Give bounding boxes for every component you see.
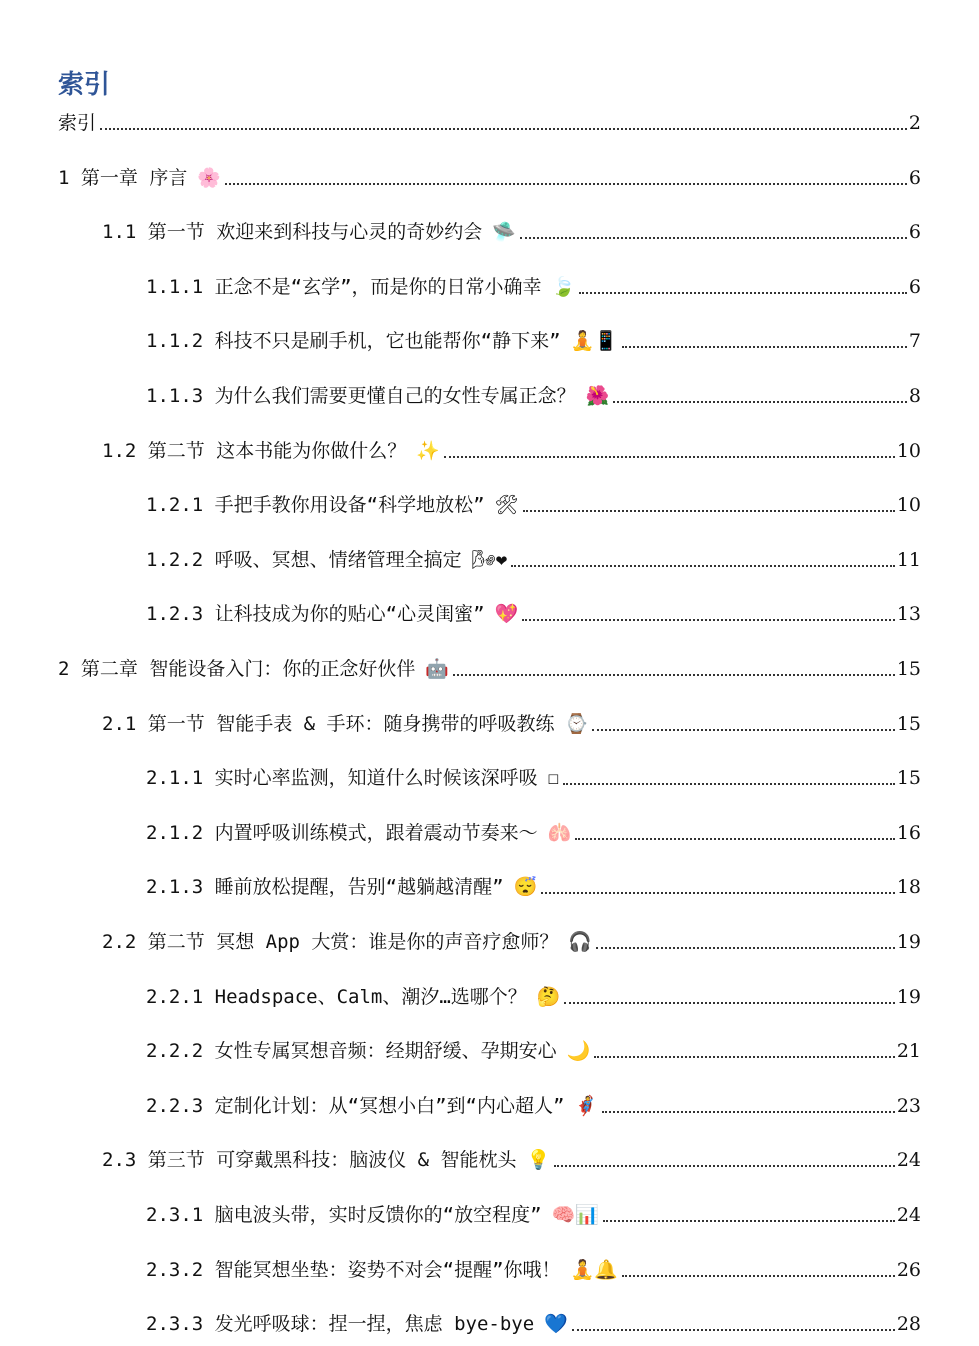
dot-leader: [613, 401, 907, 403]
dot-leader: [453, 674, 895, 676]
dot-leader: [511, 565, 895, 567]
toc-entry[interactable]: [146, 328, 921, 354]
dot-leader: [520, 237, 907, 239]
toc-entry[interactable]: [146, 492, 921, 518]
dot-leader: [603, 1220, 895, 1222]
toc-entry-title: 2.3.2 智能冥想坐垫：姿势不对会“提醒”你哦！: [146, 1259, 561, 1281]
toc-entry-title: 1.1.1 正念不是“玄学”，而是你的日常小确幸: [146, 276, 542, 298]
toc-entry-title: 1.2.3 让科技成为你的贴心“心灵闺蜜”: [146, 603, 485, 625]
toc-entry-emoji-icon: 🧘📱: [570, 330, 618, 352]
toc-entry-emoji-icon: 🛠: [494, 494, 519, 516]
toc-page-number: 16: [896, 822, 921, 844]
toc-entry[interactable]: [146, 765, 921, 791]
dot-leader: [554, 1165, 895, 1167]
toc-entry-title: 2.1.1 实时心率监测，知道什么时候该深呼吸: [146, 767, 538, 789]
toc-entry-emoji-icon: 🛸: [492, 221, 516, 243]
index-heading: 索引: [58, 70, 111, 100]
toc-page-number: 26: [896, 1259, 921, 1281]
toc-entry-emoji-icon: ⌚: [564, 713, 589, 735]
toc-page-number: 15: [896, 767, 921, 789]
toc-entry-title: 1 第一章 序言: [58, 167, 188, 189]
toc-page-number: 21: [896, 1040, 921, 1062]
toc-page-number: 8: [908, 385, 921, 407]
toc-entry-emoji-icon: 🌸: [197, 167, 221, 189]
toc-entry-emoji-icon: 🌙: [566, 1040, 591, 1062]
toc-page-number: 7: [908, 330, 921, 352]
toc-entry-emoji-icon: ☐: [547, 767, 560, 789]
dot-leader: [572, 1329, 895, 1331]
dot-leader: [523, 510, 895, 512]
toc-page-number: 28: [896, 1313, 921, 1335]
toc-page-number: 15: [896, 713, 921, 735]
toc-entry-emoji-icon: 💙: [544, 1313, 568, 1335]
toc-entry-emoji-icon: 💡: [526, 1149, 551, 1171]
toc-entry-title: 2.3.3 发光呼吸球：捏一捏，焦虑 bye-bye: [146, 1313, 535, 1335]
toc-entry-emoji-icon: 🤔: [536, 986, 561, 1008]
toc-page-number: 2: [908, 112, 921, 134]
dot-leader: [602, 1111, 895, 1113]
toc-page-number: 13: [896, 603, 921, 625]
dot-leader: [622, 1275, 895, 1277]
dot-leader: [563, 783, 895, 785]
toc-entry-title: 2.1.3 睡前放松提醒，告别“越躺越清醒”: [146, 876, 504, 898]
toc-page-number: 18: [896, 876, 921, 898]
toc-entry[interactable]: [146, 274, 921, 300]
dot-leader: [564, 1002, 894, 1004]
dot-leader: [225, 183, 907, 185]
toc-entry[interactable]: [58, 110, 921, 136]
toc-entry[interactable]: [58, 165, 921, 191]
toc-page-number: 24: [896, 1204, 921, 1226]
toc-entry-title: 2.1 第一节 智能手表 & 手环：随身携带的呼吸教练: [102, 713, 555, 735]
toc-entry-emoji-icon: 💖: [494, 603, 519, 625]
toc-entry-title: 2.2.2 女性专属冥想音频：经期舒缓、孕期安心: [146, 1040, 557, 1062]
toc-entry[interactable]: [58, 656, 921, 682]
toc-entry-title: 1.1.3 为什么我们需要更懂自己的女性专属正念？: [146, 385, 576, 407]
dot-leader: [541, 892, 895, 894]
toc-entry-title: 1.2.1 手把手教你用设备“科学地放松”: [146, 494, 485, 516]
toc-page-number: 19: [896, 986, 921, 1008]
toc-entry-title: 1.2.2 呼吸、冥想、情绪管理全搞定: [146, 549, 462, 571]
toc-entry-emoji-icon: 🌺: [585, 385, 610, 407]
toc-entry-emoji-icon: 🧘🔔: [570, 1259, 618, 1281]
dot-leader: [444, 456, 895, 458]
toc-page-number: 6: [908, 167, 921, 189]
toc-entry-title: 1.1 第一节 欢迎来到科技与心灵的奇妙约会: [102, 221, 483, 243]
toc-entry[interactable]: [102, 711, 921, 737]
dot-leader: [100, 128, 907, 130]
toc-entry-emoji-icon: 🧠📊: [551, 1204, 599, 1226]
toc-entry[interactable]: [146, 383, 921, 409]
dot-leader: [622, 346, 907, 348]
toc-page-number: 11: [896, 549, 921, 571]
toc-entry-emoji-icon: 🫁: [547, 822, 572, 844]
toc-entry-title: 2.2 第二节 冥想 App 大赏：谁是你的声音疗愈师？: [102, 931, 559, 953]
toc-entry-emoji-icon: 😴: [513, 876, 538, 898]
toc-entry-emoji-icon: 🎧: [568, 931, 593, 953]
toc-entry[interactable]: [146, 547, 921, 573]
toc-entry-emoji-icon: ✨: [416, 440, 440, 462]
toc-entry-title: 2.1.2 内置呼吸训练模式，跟着震动节奏来～: [146, 822, 538, 844]
toc-entry[interactable]: [146, 1311, 921, 1337]
toc-entry[interactable]: [102, 219, 921, 245]
toc-entry-emoji-icon: 🌬❤: [471, 549, 508, 571]
dot-leader: [592, 729, 895, 731]
toc-page-number: 10: [896, 494, 921, 516]
toc-page-number: 19: [896, 931, 921, 953]
toc-entry[interactable]: [102, 1147, 921, 1173]
dot-leader: [579, 292, 907, 294]
toc-entry[interactable]: [102, 929, 921, 955]
dot-leader: [596, 947, 895, 949]
toc-page-number: 23: [896, 1095, 921, 1117]
toc-entry[interactable]: [146, 1093, 921, 1119]
toc-entry-title: 2.2.3 定制化计划：从“冥想小白”到“内心超人”: [146, 1095, 565, 1117]
toc-entry-title: 2.3.1 脑电波头带，实时反馈你的“放空程度”: [146, 1204, 542, 1226]
toc-entry[interactable]: [146, 874, 921, 900]
dot-leader: [575, 838, 895, 840]
toc-entry-emoji-icon: 🍃: [551, 276, 576, 298]
toc-page-number: 24: [896, 1149, 921, 1171]
toc-entry-title: 2.2.1 Headspace、Calm、潮汐…选哪个？: [146, 986, 527, 1008]
toc-entry-emoji-icon: 🤖: [425, 658, 449, 680]
toc-entry-title: 2 第二章 智能设备入门：你的正念好伙伴: [58, 658, 416, 680]
toc-entry[interactable]: [146, 601, 921, 627]
toc-entry[interactable]: [146, 820, 921, 846]
toc-page-number: 6: [908, 221, 921, 243]
toc-entry-title: 2.3 第三节 可穿戴黑科技：脑波仪 & 智能枕头: [102, 1149, 517, 1171]
toc-entry[interactable]: [146, 1038, 921, 1064]
toc-entry-title: 1.2 第二节 这本书能为你做什么？: [102, 440, 407, 462]
toc-entry[interactable]: [146, 1257, 921, 1283]
toc-entry[interactable]: [146, 1202, 921, 1228]
dot-leader: [522, 619, 895, 621]
toc-entry-title: 1.1.2 科技不只是刷手机，它也能帮你“静下来”: [146, 330, 561, 352]
toc-page-number: 10: [896, 440, 921, 462]
toc-entry-title: 索引: [58, 112, 97, 134]
toc-entry-emoji-icon: 🦸: [574, 1095, 599, 1117]
toc-page-number: 6: [908, 276, 921, 298]
toc-entry[interactable]: [102, 438, 921, 464]
toc-entry[interactable]: [146, 984, 921, 1010]
dot-leader: [594, 1056, 895, 1058]
toc-page-number: 15: [896, 658, 921, 680]
